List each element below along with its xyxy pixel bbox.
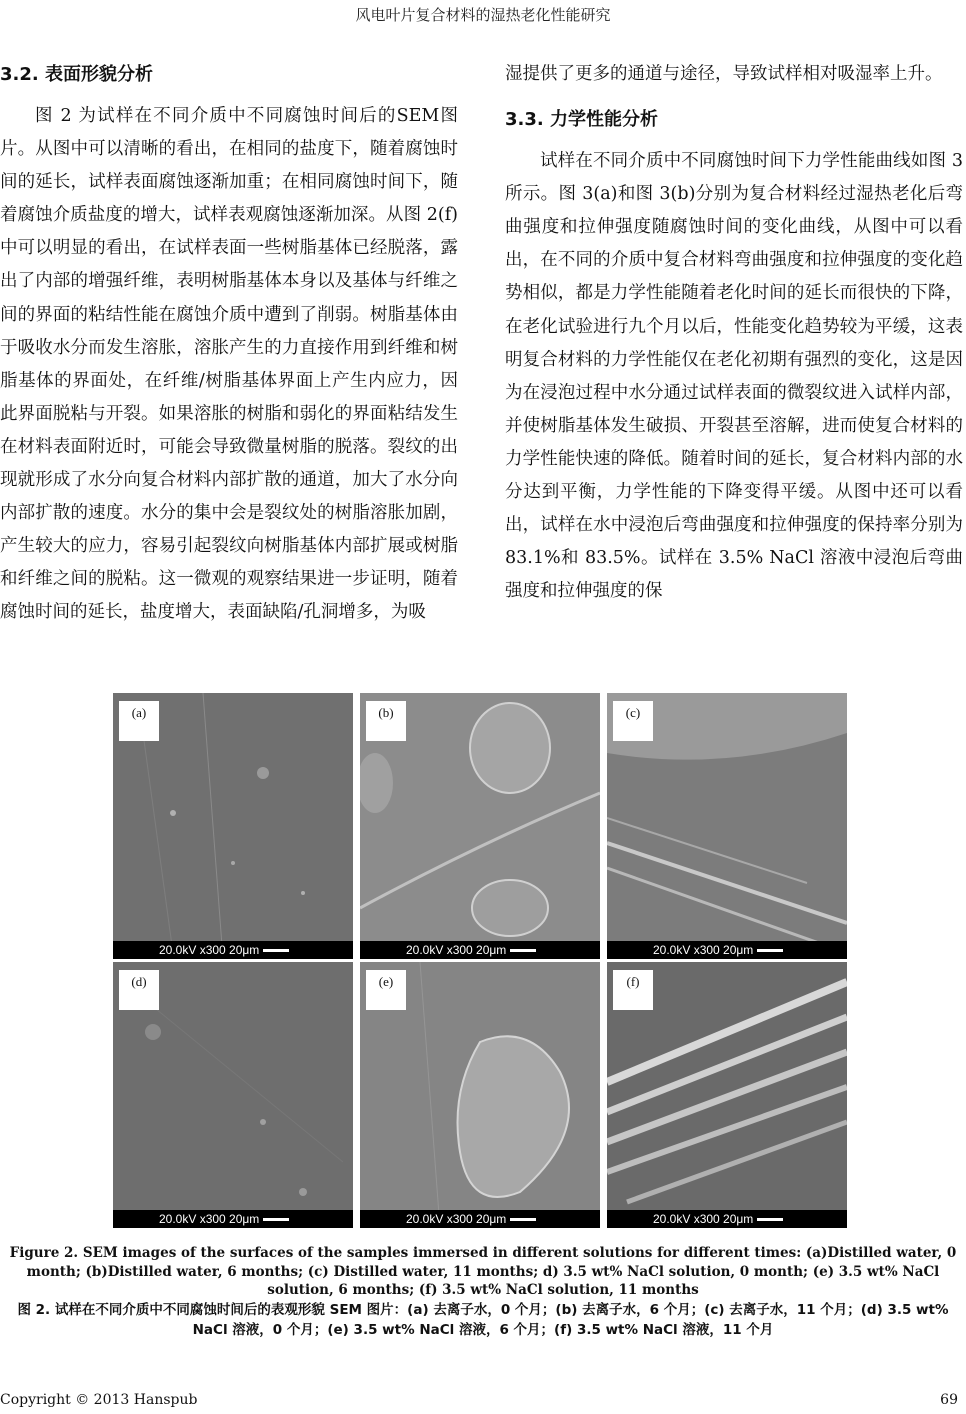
panel-label-b: (b) [366, 701, 406, 741]
panel-label-f: (f) [613, 970, 653, 1010]
copyright: Copyright © 2013 Hanspub [0, 1392, 198, 1408]
panel-label-e: (e) [366, 970, 406, 1010]
scalebar-d: 20.0kV x300 20μm [113, 1210, 353, 1228]
panel-label-a: (a) [119, 701, 159, 741]
section-heading-3-2: 3.2. 表面形貌分析 [0, 64, 153, 85]
section-heading-3-3: 3.3. 力学性能分析 [505, 109, 658, 131]
scalebar-f: 20.0kV x300 20μm [607, 1210, 847, 1228]
sem-panel-d [113, 962, 353, 1228]
right-column [505, 58, 963, 608]
mechanical-properties-paragraph: 试样在不同介质中不同腐蚀时间下力学性能曲线如图 3 所示。图 3(a)和图 3(b)分别为复合材料经过湿热老化后弯曲强度和拉伸强度随腐蚀时间的变化曲线，从图中可以看出，在不同的介质中复合材料弯曲强度和拉伸强度的变化趋势相似，都是力学性能随着老化时间的延长而很快的下降，在老化试验进行九个月以后，性能变化趋势较为平缓，这表明复合材料的力学性能仅在老化初期有强烈的变化，这是因为在浸泡过程中水分通过试样表面的微裂纹进入试样内部，并使树脂基体发生破损、开裂甚至溶解，进而使复合材料的力学性能快速的降低。随着时间的延长，复合材料内部的水分达到平衡，力学性能的下降变得平缓。从图中还可以看出，试样在水中浸泡后弯曲强度和拉伸强度的保持率分别为 83.1%和 83.5%。试样在 3.5% NaCl 溶液中浸泡后弯曲强度和拉伸强度的保 [505, 151, 963, 602]
sem-panel-c [607, 693, 847, 959]
left-column [0, 54, 458, 630]
figure-caption-en: Figure 2. SEM images of the surfaces of the samples immersed in different solutions for different times: (a)Distilled water, 0 month; (b)Distilled water, 6 months; (c) Distilled water, 11 months; d) 3.5 wt% NaCl solution, 0 month; (e) 3.5 wt% NaCl solution, 6 months; (f) 3.5 wt% NaCl solution, 11 months [9, 1245, 957, 1298]
panel-label-d: (d) [119, 970, 159, 1010]
scalebar-a: 20.0kV x300 20μm [113, 941, 353, 959]
figure-caption-cn: 图 2. 试样在不同介质中不同腐蚀时间后的表观形貌 SEM 图片：(a) 去离子水，0 个月；(b) 去离子水，6 个月；(c) 去离子水，11 个月；(d) 3.5 wt% NaCl 溶液，0 个月；(e) 3.5 wt% NaCl 溶液，6 个月；(f) 3.5 wt% NaCl 溶液，11 个月 [17, 1302, 949, 1338]
sem-panel-a [113, 693, 353, 959]
panel-label-c: (c) [613, 701, 653, 741]
running-head: 风电叶片复合材料的湿热老化性能研究 [355, 6, 611, 24]
scalebar-b: 20.0kV x300 20μm [360, 941, 600, 959]
scalebar-e: 20.0kV x300 20μm [360, 1210, 600, 1228]
sem-panel-f [607, 962, 847, 1228]
surface-morphology-paragraph: 图 2 为试样在不同介质中不同腐蚀时间后的SEM图片。从图中可以清晰的看出，在相同的盐度下，随着腐蚀时间的延长，试样表面腐蚀逐渐加重；在相同腐蚀时间下，随着腐蚀介质盐度的增大，试样表观腐蚀逐渐加深。从图 2(f)中可以明显的看出，在试样表面一些树脂基体已经脱落，露出了内部的增强纤维，表明树脂基体本身以及基体与纤维之间的界面的粘结性能在腐蚀介质中遭到了削弱。树脂基体由于吸收水分而发生溶胀，溶胀产生的力直接作用到纤维和树脂基体的界面处，在纤维/树脂基体界面上产生内应力，因此界面脱粘与开裂。如果溶胀的树脂和弱化的界面粘结发生在材料表面附近时，可能会导致微量树脂的脱落。裂纹的出现就形成了水分向复合材料内部扩散的通道，加大了水分向内部扩散的速度。水分的集中会是裂纹处的树脂溶胀加剧，产生较大的应力，容易引起裂纹向树脂基体内部扩展或树脂和纤维之间的脱粘。这一微观的观察结果进一步证明，随着腐蚀时间的延长，盐度增大，表面缺陷/孔洞增多，为吸 [0, 106, 458, 623]
scalebar-c: 20.0kV x300 20μm [607, 941, 847, 959]
sem-figure [113, 693, 851, 1228]
continuation-paragraph: 湿提供了更多的通道与途径，导致试样相对吸湿率上升。 [505, 64, 943, 84]
sem-panel-b [360, 693, 600, 959]
sem-panel-e [360, 962, 600, 1228]
page-number: 69 [940, 1392, 958, 1408]
